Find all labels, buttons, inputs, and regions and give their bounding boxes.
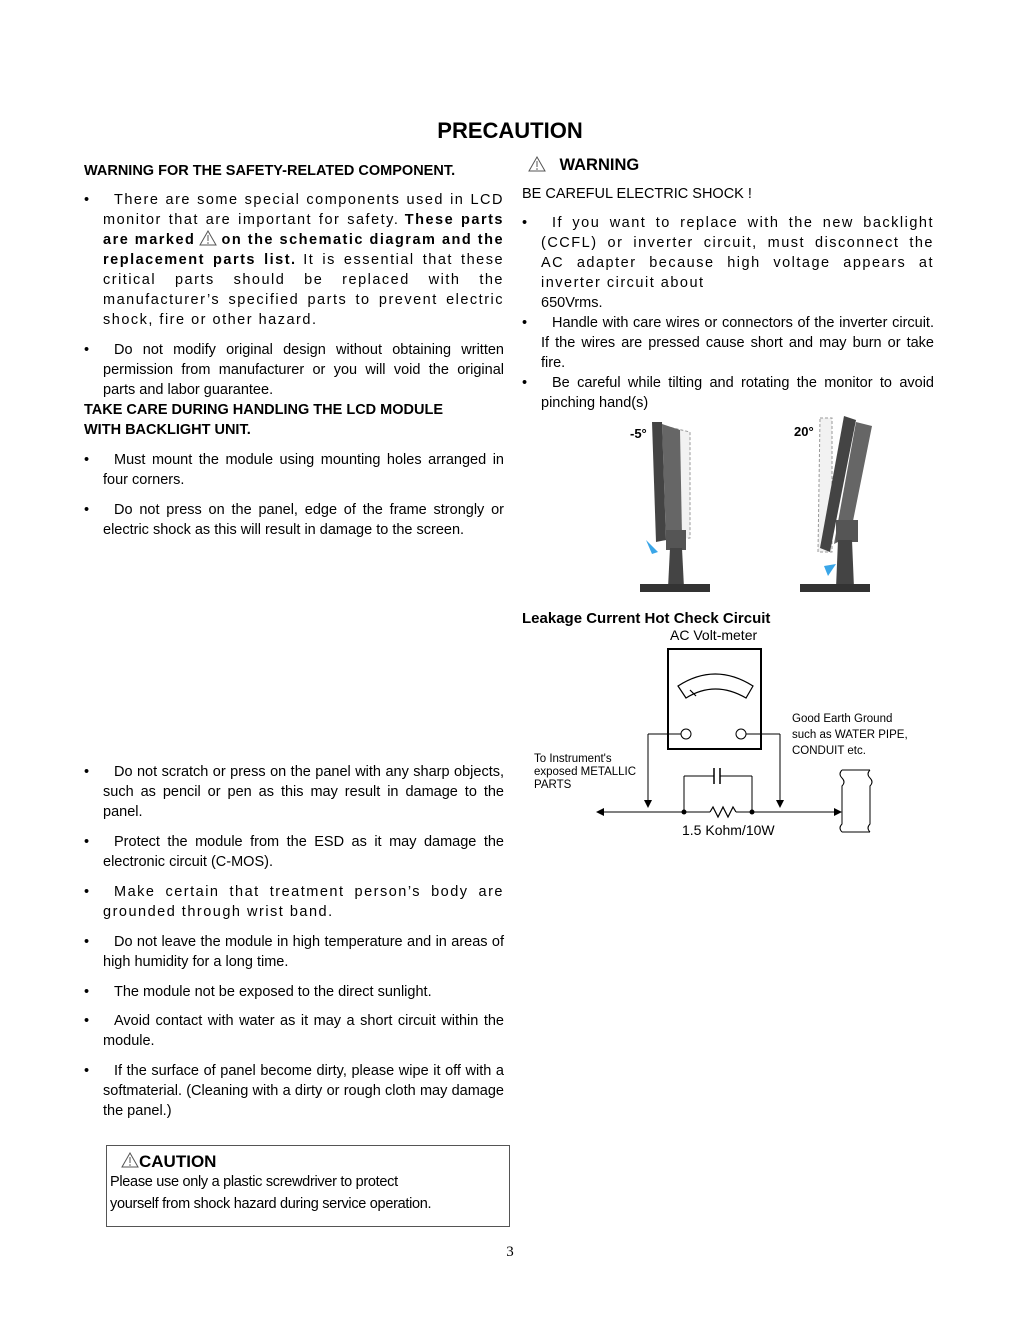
item-text: Avoid contact with water as it may a short circuit within the module.	[103, 1013, 504, 1049]
water-pipe-icon	[840, 770, 872, 832]
bullet: •	[84, 502, 90, 518]
resistor-symbol	[710, 807, 736, 817]
list-item-esd	[84, 832, 504, 872]
pinch-arrow-icon	[824, 564, 836, 576]
bullet: •	[84, 1013, 90, 1029]
item-text: It is essential that these critical parts should be replaced with the manufacturer’s specified parts to prevent electric shock, fire or other hazard.	[103, 252, 505, 328]
list-item-dirty-surface	[84, 1061, 504, 1121]
voltmeter-terminal	[681, 729, 691, 739]
bullet: •	[84, 342, 90, 358]
caution-title	[121, 1152, 216, 1172]
bullet: •	[522, 215, 528, 231]
warning-triangle-icon	[528, 156, 546, 172]
tilt-label-minus5: -5°	[630, 426, 647, 441]
list-item-temperature	[84, 932, 504, 972]
warning-subtitle: BE CAREFUL ELECTRIC SHOCK !	[522, 186, 752, 202]
bullet: •	[84, 764, 90, 780]
warning-triangle-icon	[121, 1152, 139, 1168]
bullet: •	[84, 834, 90, 850]
page-title: PRECAUTION	[437, 118, 583, 143]
item-text-bold: These parts are marked	[103, 212, 504, 248]
tilt-label-20: 20°	[794, 424, 814, 439]
caution-title-text: CAUTION	[139, 1152, 217, 1171]
tilt-illustration	[600, 412, 900, 597]
bullet: •	[84, 984, 90, 1000]
instrument-label-line3: PARTS	[534, 779, 572, 791]
instrument-label-line1: To Instrument's	[534, 753, 612, 765]
handling-heading-line2: WITH BACKLIGHT UNIT.	[84, 422, 251, 438]
item-text: Protect the module from the ESD as it may damage the electronic circuit (C-MOS).	[103, 834, 504, 870]
ground-label-line3: CONDUIT etc.	[792, 745, 866, 757]
list-item-do-not-modify	[84, 340, 504, 400]
caution-box	[106, 1145, 510, 1227]
bullet: •	[84, 884, 90, 900]
item-text: Do not modify original design without obtaining written permission from manufacturer or you will void the original parts and labor guarantee.	[103, 342, 504, 398]
list-item-sunlight	[84, 982, 504, 1002]
ground-label-line1: Good Earth Ground	[792, 713, 893, 725]
resistor-label: 1.5 Kohm/10W	[682, 822, 775, 838]
handling-heading-line1: TAKE CARE DURING HANDLING THE LCD MODULE	[84, 402, 443, 418]
list-item-water	[84, 1011, 504, 1051]
item-text: Must mount the module using mounting holes arranged in four corners.	[103, 452, 504, 488]
warning-triangle-icon	[199, 230, 217, 246]
list-item-grounded	[84, 882, 504, 922]
list-item-special-components	[84, 190, 504, 330]
warning-heading	[528, 156, 639, 175]
list-item-mount	[84, 450, 504, 490]
pinch-arrow-icon	[646, 540, 658, 554]
item-text: Do not scratch or press on the panel with any sharp objects, such as pencil or pen as this may result in damage to the panel.	[103, 764, 504, 820]
caution-line2: yourself from shock hazard during service operation.	[110, 1196, 432, 1212]
voltmeter-terminal	[736, 729, 746, 739]
list-item-do-not-scratch	[84, 762, 504, 822]
item-text-bold: on the schematic diagram and the replacement parts list.	[103, 232, 505, 268]
item-text: Handle with care wires or connectors of the inverter circuit. If the wires are pressed cause short and may burn or take fire.	[541, 315, 934, 371]
leakage-circuit-diagram	[520, 624, 930, 844]
item-text: If the surface of panel become dirty, please wipe it off with a softmaterial. (Cleaning with a dirty or rough cloth may damage the panel.)	[103, 1063, 504, 1119]
list-item-tilting	[522, 373, 934, 413]
monitor-tilt-minus5	[640, 422, 710, 592]
list-item-wires	[522, 313, 934, 373]
item-text: There are some special components used in LCD monitor that are important for safety.	[103, 192, 504, 228]
voltmeter-dial	[678, 674, 753, 698]
item-text: If you want to replace with the new backlight (CCFL) or inverter circuit, must disconnect the AC adapter because high voltage appears at inverter circuit about	[541, 215, 934, 291]
bullet: •	[84, 1063, 90, 1079]
voltmeter-label: AC Volt-meter	[670, 627, 758, 643]
circuit-title: Leakage Current Hot Check Circuit	[522, 610, 771, 627]
bullet: •	[84, 452, 90, 468]
item-text: The module not be exposed to the direct sunlight.	[114, 984, 432, 1000]
item-text: Be careful while tilting and rotating the monitor to avoid pinching hand(s)	[541, 375, 934, 411]
bullet: •	[522, 315, 528, 331]
item-text: Make certain that treatment person’s body are grounded through wrist band.	[103, 884, 504, 920]
warning-title: WARNING	[559, 156, 640, 174]
page-number: 3	[506, 1244, 514, 1260]
voltage-value: 650Vrms.	[541, 295, 603, 311]
list-item-do-not-press	[84, 500, 504, 540]
bullet: •	[84, 934, 90, 950]
safety-component-heading: WARNING FOR THE SAFETY-RELATED COMPONENT.	[84, 163, 456, 179]
bullet: •	[84, 192, 90, 208]
item-text: Do not press on the panel, edge of the frame strongly or electric shock as this will result in damage to the screen.	[103, 502, 504, 538]
instrument-label-line2: exposed METALLIC	[534, 766, 637, 778]
bullet: •	[522, 375, 528, 391]
caution-line1: Please use only a plastic screwdriver to protect	[110, 1174, 398, 1190]
monitor-tilt-20	[800, 416, 872, 592]
list-item-backlight	[522, 213, 934, 313]
item-text: Do not leave the module in high temperature and in areas of high humidity for a long time.	[103, 934, 504, 970]
ground-label-line2: such as WATER PIPE,	[792, 729, 908, 741]
